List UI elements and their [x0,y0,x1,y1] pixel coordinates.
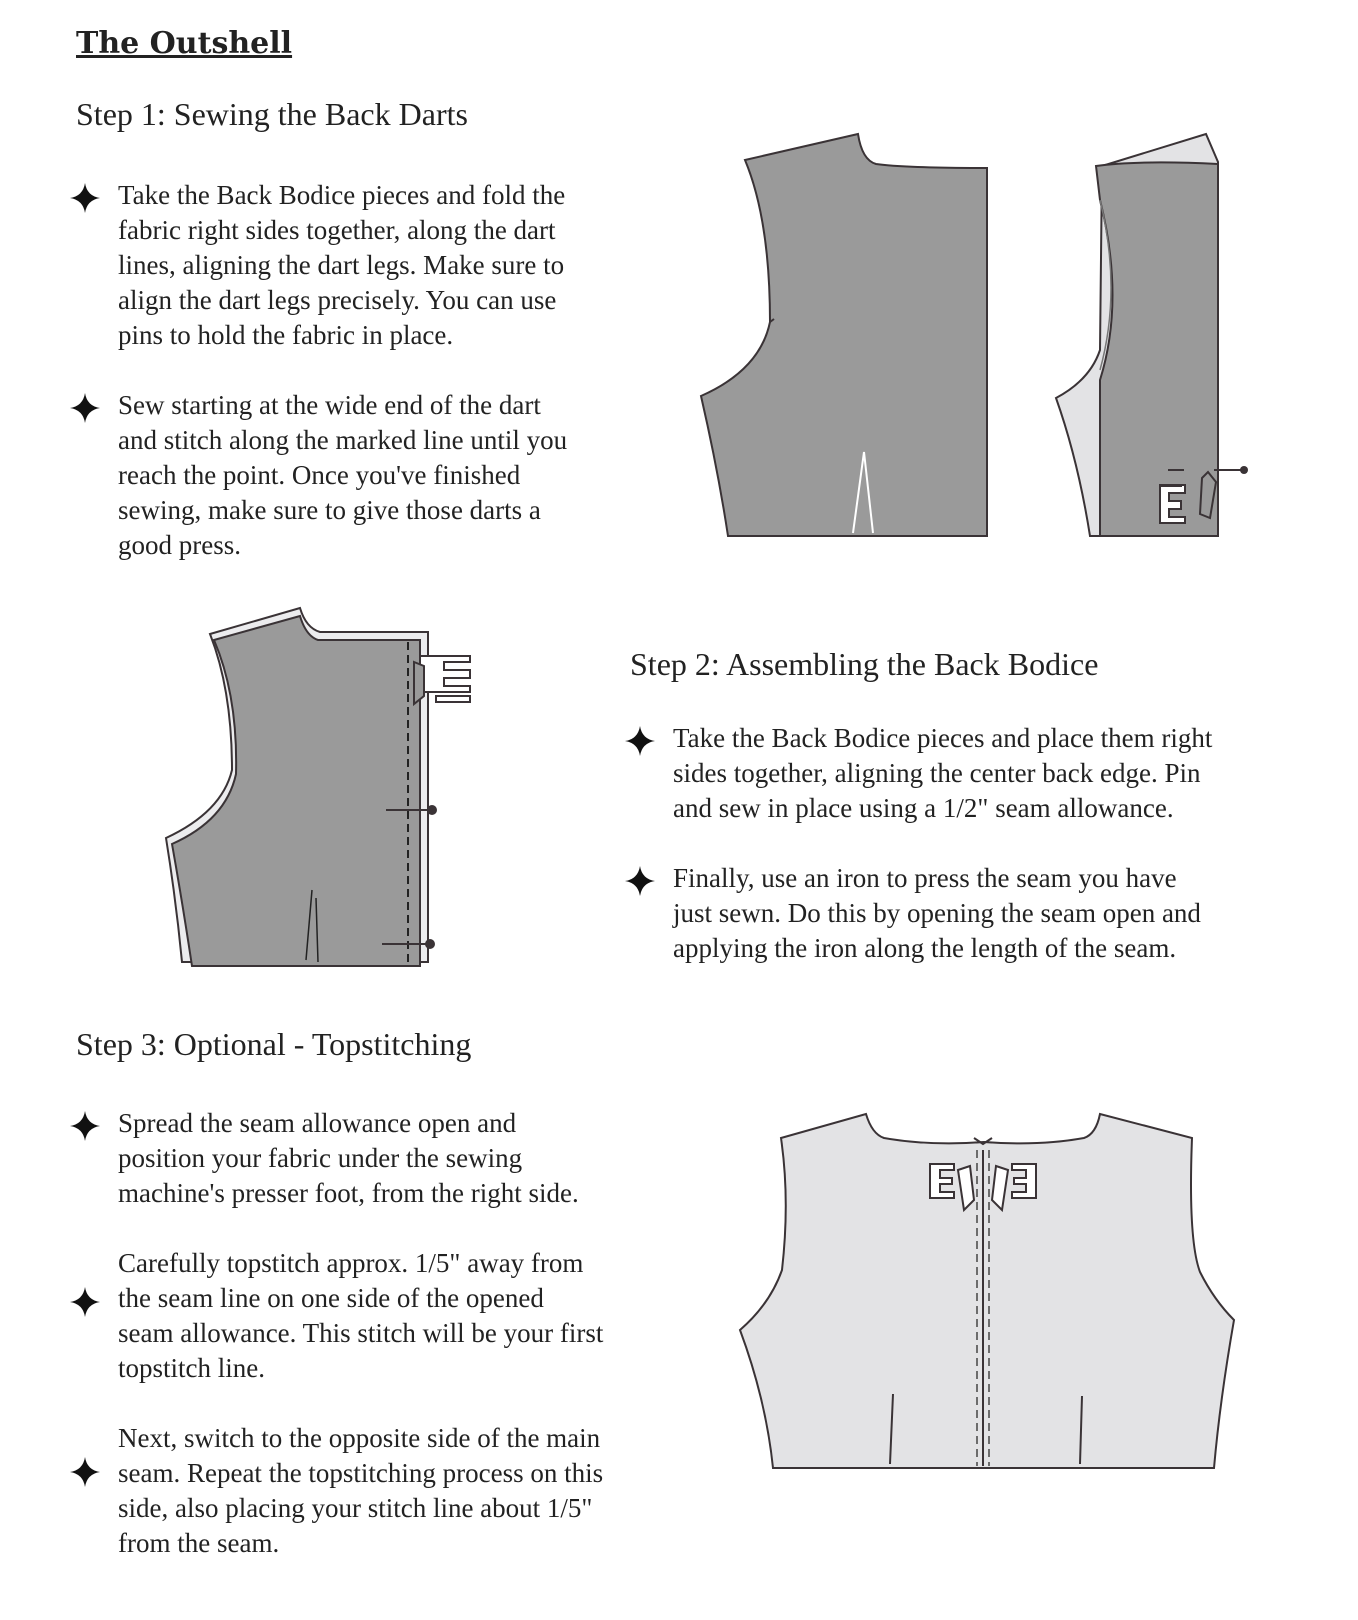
step3-bullet-3: Next, switch to the opposite side of the main seam. Repeat the topstitching process on this side, also placing your stitch line about 1/5" from the seam. [118,1423,604,1558]
step3-heading: Step 3: Optional - Topstitching [76,1026,472,1062]
step2-bullet-1: Take the Back Bodice pieces and place them right sides together, aligning the center back edge. Pin and sew in place using a 1/2" seam allowance. [673,723,1213,823]
step2-heading: Step 2: Assembling the Back Bodice [630,646,1099,682]
step1-bullet-1: Take the Back Bodice pieces and fold the fabric right sides together, along the dart lines, aligning the dart legs. Make sure to align the dart legs precisely. You can use pins to hold the fabric in place. [118,180,566,350]
step1-heading: Step 1: Sewing the Back Darts [76,96,468,132]
step1-bullet-2: Sew starting at the wide end of the dart and stitch along the marked line until you reach the point. Once you've finished sewing, make sure to give those darts a good press. [118,390,568,560]
step3-bullet-2: Carefully topstitch approx. 1/5" away from the seam line on one side of the opened seam allowance. This stitch will be your first topstitch line. [118,1248,604,1383]
step3-bullet-1: Spread the seam allowance open and position your fabric under the sewing machine's presser foot, from the right side. [118,1108,579,1208]
step2-bullet-2: Finally, use an iron to press the seam you have just sewn. Do this by opening the seam open and applying the iron along the length of the seam. [673,863,1201,963]
page-title: The Outshell [76,26,293,61]
